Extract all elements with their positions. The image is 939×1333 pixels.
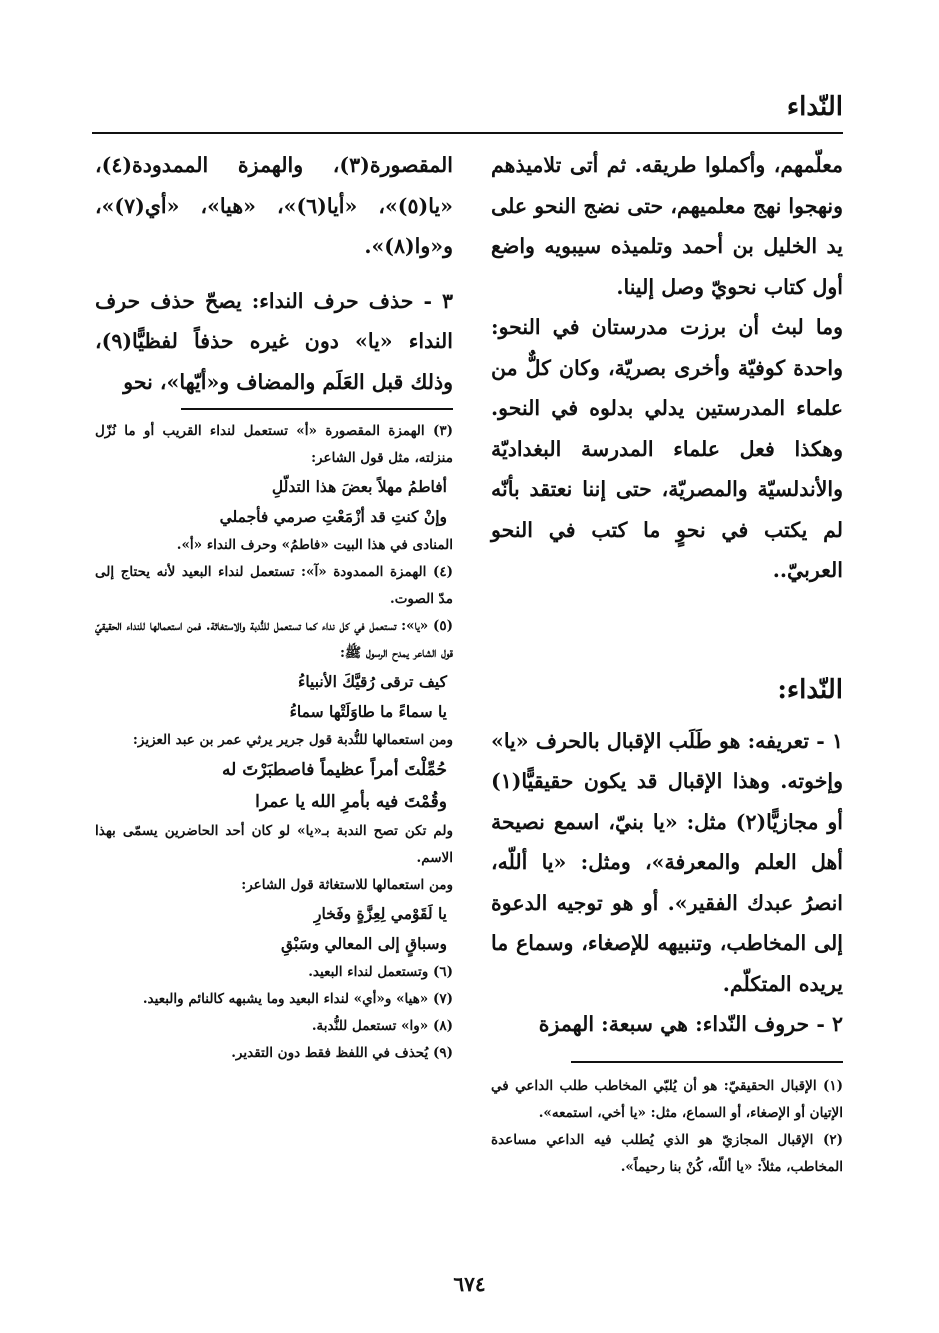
header-rule	[92, 132, 843, 134]
verse-line	[95, 502, 453, 532]
hemistich: وقُمْتَ فيه بأمرِ الله يا عمرا	[255, 792, 447, 812]
verse-line	[95, 929, 453, 959]
footnote-9: (٩) يُحذف في اللفظ فقط دون التقدير.	[231, 1045, 453, 1061]
footnote-5-d: ومن استعمالها للاستغاثة قول الشاعر:	[241, 877, 453, 893]
verse-line	[95, 786, 453, 818]
footnote-rule	[571, 1061, 843, 1063]
footnote-5-b: ومن استعمالها للنُّدبة قول جرير يرثي عمر بن عبد العزيز:	[132, 732, 453, 748]
footnote-4: (٤) الهمزة الممدودة «آ»: تستعمل لنداء البعيد لأنه يحتاج إلى مدّ الصوت.	[95, 564, 453, 607]
footnote-3-note: المنادى في هذا البيت «فاطمُ» وحرف النداء «أ».	[176, 537, 453, 553]
footnote-1: (١) الإقبال الحقيقيّ: هو أن يُلبّي المخاطب طلب الداعي في الإتيان أو الإصغاء، أو السماع، مثل: «يا أخي، استمعه».	[491, 1077, 843, 1121]
intro-paragraph-1: معلّمهم، وأكملوا طريقه. ثم أتى تلاميذهم ونهجوا نهج معلميهم، حتى نضج النحو على يد الخليل بن أحمد وتلميذه سيبويه واضع أول كتاب نحويّ وصل إلينا.	[491, 153, 843, 299]
letters-paragraph: ٢ - حروف النّداء: هي سبعة: الهمزة	[538, 1012, 843, 1036]
footnote-7: (٧) «هيا» و«أي» لنداء البعيد وما يشبهه كالنائم والبعيد.	[142, 991, 453, 1007]
footnote-5: (٥) «يا»: تستعمل في كل نداء كما تستعمل للنُّدبة والاستغاثة. فمن استعمالها للنداء الحقيقيّ قول الشاعر يمدح الرسول ﷺ:	[95, 618, 453, 661]
hemistich: أفاطمُ مهلاً بعضَ هذا التدلّلِ	[271, 477, 447, 496]
verse-line	[95, 472, 453, 502]
verse-line	[95, 754, 453, 786]
footnote-3: (٣) الهمزة المقصورة «أ» تستعمل لنداء القريب أو ما نُزّل منزلته، مثل قول الشاعر:	[95, 423, 453, 466]
letters-continued: المقصورة(٣)، والهمزة الممدودة(٤)، «يا(٥)»، «أيا(٦)»، «هيا»، «أي(٧)»، و«وا(٨)».	[95, 153, 453, 258]
verse-line	[95, 697, 453, 727]
hemistich: كيف ترقى رُقيَّكَ الأنبياءُ	[298, 672, 447, 691]
running-head: النّداء	[786, 92, 843, 122]
page-number: ٦٧٤	[453, 1272, 486, 1296]
footnote-6: (٦) وتستعمل لنداء البعيد.	[308, 964, 453, 980]
hemistich: وسباقٍ إلى المعالي وسَبْقِ	[281, 934, 447, 953]
left-column	[95, 145, 453, 1067]
footnote-8: (٨) «وا» تستعمل للنُّدبة.	[311, 1018, 453, 1034]
verse-line	[95, 899, 453, 929]
footnote-5-c: ولم تكن تصح الندبة بـ«يا» لو كان أحد الحاضرين يسمّى بهذا الاسم.	[95, 823, 453, 866]
definition-paragraph: ١ - تعريفه: هو طَلَب الإقبال بالحرف «يا» وإخوته. وهذا الإقبال قد يكون حقيقيًّا(١) أو مجازيًّا(٢) مثل: «يا بنيّ، اسمع نصيحة أهل العلم والمعرفة»، ومثل: «يا أللّه، انصرُ عبدك الفقير». أو هو توجيه الدعوة إلى المخاطب، وتنبيهه للإصغاء، وسماع ما يريده المتكلّم.	[491, 728, 843, 996]
verse-line	[95, 667, 453, 697]
section-title: النّداء:	[777, 674, 843, 705]
hemistich: حُمِّلْتَ أمراً عظيماً فاصطبَرْتَ له	[222, 760, 447, 780]
hemistich: وإنْ كنتِ قد أزْمَعْتِ صرمي فأجملي	[219, 507, 447, 526]
intro-paragraph-2: وما لبث أن برزت مدرستان في النحو: واحدة كوفيّة وأخرى بصريّة، وكان كلٌّ من علماء المدرستين يدلي بدلوه في النحو. وهكذا فعل علماء المدرسة البغداديّة والأندلسيّة والمصريّة، حتى إننا نعتقد بأنّه لم يكتب في نحوٍ ما كتب في النحو العربيّ..	[491, 315, 843, 582]
hemistich: يا لَقَوْمي لِعِزَّةٍ وفَخارِ	[314, 904, 447, 923]
deletion-paragraph: ٣ - حذف حرف النداء: يصحّ حذف حرف النداء «يا» دون غيره حذفاً لفظيًّا(٩)، وذلك قبل العَلَم والمضاف و«أيّها»، نحو	[95, 288, 453, 394]
hemistich: يا سماءً ما طاوَلَتْها سماءُ	[289, 702, 447, 721]
footnote-2: (٢) الإقبال المجازيّ هو الذي يُطلب فيه الداعي مساعدة المخاطب، مثلاً: «يا أللّه، كُنْ بنا رحيماً».	[491, 1131, 843, 1175]
footnote-rule	[181, 408, 453, 410]
right-column	[491, 145, 843, 1181]
